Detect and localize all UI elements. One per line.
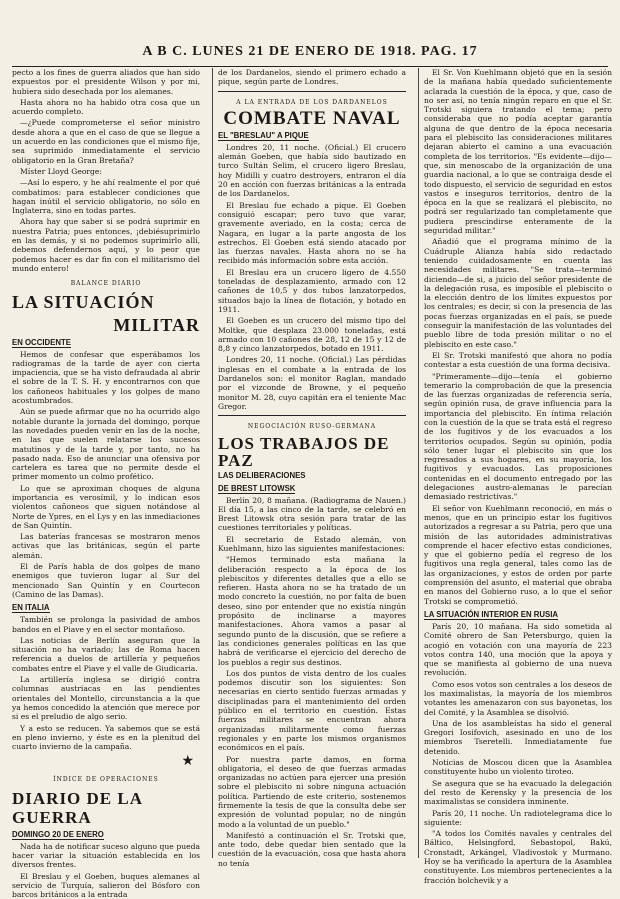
subheadline: DE BREST LITOWSK: [218, 483, 296, 493]
star-icon: ★: [181, 753, 194, 770]
paragraph: Aún se puede afirmar que no ha ocurrido algo notable durante la jornada del domingo, porque las novedades pueden venir en las de la noche, en las que suelen relatarse los sucesos matutinos y de la tarde y, por tanto, no ha pasado nada. Eso de anunciar una ofensiva por cartelera es tarea que no permite desde el primer momento un colmo profético.: [12, 407, 200, 482]
headline: COMBATE NAVAL: [223, 107, 401, 129]
paragraph: Manifestó a continuación el Sr. Trotski que, ante todo, debe quedar bien sentado que la cuestión de la evacuación, cosa que hasta ahora no tenía: [218, 830, 406, 868]
subheadline: DOMINGO 20 DE ENERO: [12, 829, 104, 839]
column-2: [218, 68, 406, 868]
section-kicker: NEGOCIACIÓN RUSO-GERMANA: [247, 423, 377, 431]
paragraph: Se asegura que se ha evacuado la delegación del resto de Kerensky y la presencia de los maximalistas se considera inminente.: [424, 778, 612, 807]
divider: [218, 91, 406, 92]
paragraph: Hasta ahora no ha habido otra cosa que un acuerdo completo.: [12, 97, 200, 117]
headline: LOS TRABAJOS DE PAZ: [218, 433, 390, 470]
paragraph: Londres 20, 11 noche. (Oficial.) Las pérdidas inglesas en el combate a la entrada de los Dardanelos son: el monitor Raglan, mandado por el vizconde de Browne, y el pequeño monitor M. 28, cuyo capitán era el teniente Mac Gregor.: [218, 355, 406, 411]
paragraph: Hemos de confesar que esperábamos los radiogramas de la tarde de ayer con cierta impaciencia, que se ha visto defraudada al abrir el sobre de la T. S. H. y encontrarnos con que los cañoneos habituales y los golpes de mano acostumbrados.: [12, 349, 200, 406]
paragraph: de los Dardanelos, siendo el primero echado a pique, según parte de Londres.: [218, 68, 406, 87]
paragraph: El Sr. Von Kuehlmann objetó que en la sesión de la mañana había quedado suficientemente aclarada la cuestión de la época, y que, caso de no ser así, no tenía ningún reparo en que el Sr. Trotski siguiera tratando el tema; pero consideraba que no podía aceptar garantía alguna de que dentro de la época necesaria para el plebiscito las consideraciones militares dejaran abierto el camino a una evacuación completa de los territorios. "Es evidente—dijo—que, sin menoscabo de la organización de una guardia nacional, a lo que se contraiga desde el todo dispuesto, el servicio de seguridad en estos vastos e inseguros territorios, dentro de la época en la que se realizará el plebiscito, no podrá ser regularizado tan completamente que pudiera prescindirse enteramente de la seguridad militar.": [424, 68, 612, 236]
paragraph: París 20, 11 noche. Un radiotelegrama dice lo siguiente:: [424, 808, 612, 827]
column-1: [12, 68, 200, 899]
paragraph: Berlín 20, 8 mañana. (Radiograma de Nauen.) El día 15, a las cinco de la tarde, se celebró en Brest Litowsk otra sesión para tratar de las cuestiones territoriales y políticas.: [218, 495, 406, 533]
paragraph: También se prolonga la pasividad de ambos bandos en el Piave y en el sector montañoso.: [12, 615, 200, 634]
paragraph: Nada ha de notificar suceso alguno que pueda hacer variar la situación establecida en los diversos frentes.: [12, 841, 200, 870]
subheadline: EN ITALIA: [12, 603, 50, 613]
subheadline: EL "BRESLAU" A PIQUE: [218, 130, 309, 140]
paragraph: Las noticias de Berlín aseguran que la situación no ha variado; las de Roma hacen referencia a duelos de artillería y pequeños combates entre el Piave y el valle de Giudicaria.: [12, 635, 200, 673]
subheadline: LA SITUACIÓN INTERIOR EN RUSIA: [424, 609, 558, 619]
paragraph: Londres 20, 11 noche. (Oficial.) El crucero alemán Goeben, que había sido bautizado en turco Sultán Selim, el crucero ligero Breslau, hoy Midilli y cuatro destroyers, entraron el día 20 en acción con fuerzas británicas a la entrada de los Dardanelos.: [218, 142, 406, 199]
paragraph: "Primeramente—dijo—tenía el gobierno temerario la comprobación de que la presencia de las fuerzas organizadas de referencia sería, según opinión rusa, de grave influencia para la importancia del plebiscito. En íntima relación con la cuestión de la que se trata está el regreso de los fugitivos y de los evacuados a los territorios ocupados. Según su opinión, podía sólo tener lugar el plebiscito sin que los regresados a sus hogares, en su mayoría, los fugitivos y evacuados. Las proposiciones contenidas en el documento entregado por las delegaciones austro-alemanas le parecían demasiado restrictivas.": [424, 371, 612, 502]
section-kicker: BALANCE DIARIO: [70, 280, 142, 288]
paragraph: Añadió que el programa mínimo de la Cuádruple Alianza había sido redactado teniendo cuidadosamente en cuenta las necesidades militares. "Se trata—terminó diciendo—de si, a juicio del señor presidente de la delegación rusa, es imposible el plebiscito o la elección dentro de los límites expuestos por los centrales; es decir, si con la presencia de las pocas fuerzas organizadas en el país, se puede conseguir la manifestación de las voluntades del pueblo libre de toda presión militar o no el plebiscito en este caso.": [424, 237, 612, 349]
paragraph: El de París habla de dos golpes de mano enemigos que tuvieron lugar al Sur del mencionado San Quintín y en Courtecon (Camino de las Damas).: [12, 562, 200, 599]
paragraph: Míster Lloyd George:: [20, 166, 102, 176]
headline: MILITAR: [113, 314, 200, 335]
paragraph: Las baterías francesas se mostraron menos activas que las británicas, según el parte alemán.: [12, 532, 200, 560]
divider: [218, 415, 406, 416]
headline: LA SITUACIÓN: [12, 291, 155, 312]
section-kicker: A LA ENTRADA DE LOS DARDANELOS: [236, 98, 388, 106]
paragraph: Ahora hay que saber si se podrá suprimir en nuestra Patria; pues entonces, ¡debiésuprimirlo en las demás, y si no podemos suprimirlo allí, debemos defendernos aquí, y lo peor que podemos hacer es dar fin con el militarismo del mundo entero!: [12, 217, 200, 273]
paragraph: Lo que se aproximan choques de alguna importancia es verosímil, y lo indican esos violentos cañoneos que siguen notándose al Norte de Ypres, en el Lys y en las inmediaciones de San Quintín.: [12, 483, 200, 530]
paragraph: —¿Puede comprometerse el señor ministro desde ahora a que en el caso de que se llegue a un acuerdo en las condiciones que el mismo fije, sea suprimido inmediatamente el servicio obligatorio en la Gran Bretaña?: [12, 118, 200, 165]
headline: DIARIO DE LA GUERRA: [12, 788, 143, 827]
paragraph: Como esos votos son centrales a los deseos de los maximalistas, la mayoría de los miembros votantes les amenazaron con sus bayonetas, los del Comité, y la Asamblea se disolvió.: [424, 679, 612, 717]
subheadline: LAS DELIBERACIONES: [218, 470, 306, 480]
paragraph: "Hemos terminado esta mañana la deliberación respecto a la época de los plebiscitos y diferentes detalles que a ello se refieren. Hasta ahora no se ha tratado de un modo concreto la cuestión, no por falta de buen deseo, sino por entender que no existía ningún propósito de inclinarse a mayores manifestaciones. Ahora vamos a pasar al segundo punto de la discusión, que se refiere a las condiciones generales políticas en las que habrá de verificarse el ejercicio del derecho de los pueblos a regir sus destinos.: [218, 555, 406, 667]
subheadline: EN OCCIDENTE: [12, 337, 71, 347]
paragraph: pecto a los fines de guerra aliados que han sido expuestos por el presidente Wilson y por mi, hubiera sido desechada por los alemanes.: [12, 68, 200, 96]
paragraph: El Goeben es un crucero del mismo tipo del Moltke, que desplaza 23.000 toneladas, está armado con 10 cañones de 28, 12 de 15 y 12 de 8,8 y cinco lanzatorpedos, botado en 1911.: [218, 316, 406, 354]
paragraph: El Sr. Trotski manifestó que ahora no podía contestar a esta cuestión de una forma decisiva.: [424, 350, 612, 370]
column-divider: [418, 68, 419, 858]
paragraph: Por nuestra parte damos, en forma obligatoria, el deseo de que fuerzas armadas organizadas no actúen para ejercer una presión sobre el plebiscito ni sobre ninguna actuación política. Partiendo de este criterio, sostenemos firmemente la tesis de que la consulta debe ser expresión de voluntad popular, no de ningún modo a la voluntad de un pueblo.": [218, 754, 406, 829]
paragraph: El Breslau y el Goeben, buques alemanes al servicio de Turquía, salieron del Bósforo con barcos británicos a la entrada: [12, 871, 200, 899]
paragraph: Una de los asambleístas ha sido el general Gregori Iosifovich, asesinado en uno de los miembros Tseretelli. Inmediatamente fue detenido.: [424, 718, 612, 756]
paragraph: —Así lo espero, y he ahí realmente el por qué combatimos: para establecer condiciones que hagan inútil el servicio obligatorio, no sólo en Inglaterra, sino en todas partes.: [12, 178, 200, 216]
paragraph: El Breslau fue echado a pique. El Goeben consiguió escapar; pero tuvo que varar, gravemente averiado, en la costa; cerca de Nagara, en lugar a la parte angosta de los estrechos. El Goeben está siendo atacado por las fuerzas navales. Hasta ahora no se ha recibido más información sobre esta acción.: [218, 200, 406, 266]
paragraph: El secretario de Estado alemán, von Kuehlmann, hizo las siguientes manifestaciones:: [218, 534, 406, 553]
page-header: A B C. LUNES 21 DE ENERO DE 1918. PAG. 17: [12, 44, 608, 67]
paragraph: El Breslau era un crucero ligero de 4.550 toneladas de desplazamiento, armado con 12 cañones de 10,5 y dos tubos lanzatorpedos, situados bajo la línea de flotación, y botado en 1911.: [218, 267, 406, 314]
paragraph: Y a esto se reducen. Ya sabemos que se está en pleno invierno, y éste es en la plenitud del cuarto invierno de la campaña.: [12, 723, 200, 752]
section-kicker: ÍNDICE DE OPERACIONES: [53, 776, 159, 784]
paragraph: El señor von Kuehlmann reconoció, en más o menos, que en un principio estar los fugitivos autorizados a regresar a su Patria, pero que una misión de las autoridades administrativas comprende el hacer efectivo estas condiciones, y que el gobierno pedía el regreso de los fugitivos una regla general, tales como las de las organizaciones, y estos de orden por parte comprensión del asunto, el material que obraba en manos del Gobierno ruso, a lo que el señor Trotski se comprometió.: [424, 503, 612, 606]
paragraph: "A todos los Comités navales y centrales del Báltico, Helsingford, Sebastopol, Bakú, Cronstadt, Arkángel, Vladivostok y Murmano. Hoy se ha verificado la apertura de la Asamblea constituyente. Los miembros pertenecientes a la fracción bolchevik y a: [424, 829, 612, 885]
paragraph: Los dos puntos de vista dentro de los cuales podemos discutir son los siguientes: Son necesarias en cierto sentido fuerzas armadas y disciplinadas para el mantenimiento del orden público en el territorio en cuestión. Estas fuerzas militares se encuentran ahora organizadas militarmente como fuerzas regionales y en parte los mismos organismos económicos en el país.: [218, 668, 406, 753]
column-divider: [212, 68, 213, 858]
paragraph: Noticias de Moscou dicen que la Asamblea constituyente hubo un violento tiroteo.: [424, 758, 612, 777]
column-3: [424, 68, 612, 885]
paragraph: París 20, 10 mañana. Ha sido sometida al Comité obrero de San Petersburgo, quien la acogió en votación con una mayoría de 223 votos contra 140, una moción que la apoya y que se manifiesta al gobierno de una nueva revolución.: [424, 621, 612, 678]
paragraph: La artillería inglesa se dirigió contra columnas austriacas en las pendientes orientales del Montello, circunstancia a la que ya hemos concedido la atención que merece por si es el preludio de algo serio.: [12, 675, 200, 722]
